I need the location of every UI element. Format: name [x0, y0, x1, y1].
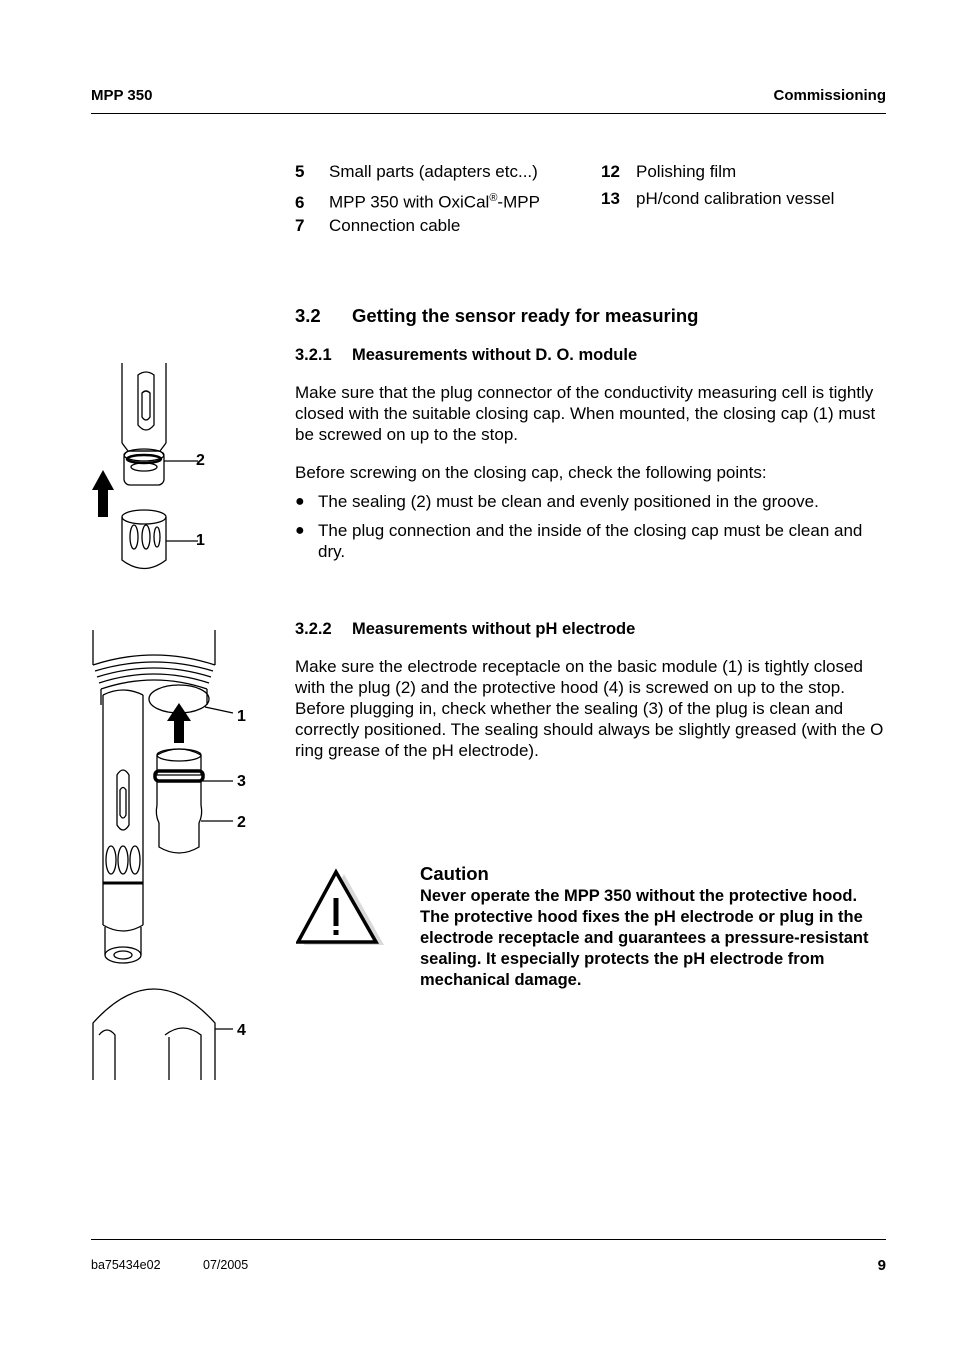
figure-label: 3: [237, 773, 246, 790]
section-number: 3.2: [295, 305, 321, 326]
figure-label: 1: [237, 708, 246, 725]
warning-triangle-icon: [296, 868, 386, 948]
parts-list-left: [295, 158, 595, 239]
bullet-icon: ●: [295, 522, 305, 539]
list-item: [295, 158, 595, 185]
item-text: MPP 350 with OxiCal: [329, 192, 490, 212]
subsection-heading-1: [295, 346, 637, 365]
closing-cap-figure: [80, 355, 230, 585]
list-item: [601, 185, 886, 212]
section-title: Getting the sensor ready for measuring: [352, 305, 699, 326]
item-number: 6: [295, 192, 305, 212]
bullet-text: The sealing (2) must be clean and evenly positioned in the groove.: [318, 492, 819, 511]
list-item: [601, 158, 886, 185]
item-number: 12: [601, 162, 620, 181]
footer-date: 07/2005: [203, 1258, 249, 1272]
bullet-icon: ●: [295, 493, 305, 510]
item-number: 5: [295, 162, 305, 181]
header-chapter-title: Commissioning: [773, 87, 886, 104]
item-text: Polishing film: [636, 162, 737, 181]
paragraph: Before screwing on the closing cap, check the following points:: [295, 463, 767, 482]
item-number: 13: [601, 189, 620, 208]
figure-label: 4: [237, 1022, 246, 1039]
item-text-suffix: -MPP: [497, 192, 540, 212]
figure-label: 2: [196, 452, 205, 469]
item-text: pH/cond calibration vessel: [636, 189, 835, 208]
paragraph: Make sure the electrode receptacle on the basic module (1) is tightly closed with the plug (2) and the protective hood (4) is screwed on up to the stop. Before plugging in, check whether the sealing (3) of the plug is clean and correctly positioned. The sealing should always be slightly greased (with the O ring grease of the pH electrode).: [295, 657, 884, 760]
header-doc-title: MPP 350: [91, 87, 153, 104]
list-item: [295, 185, 595, 212]
parts-list-right: [601, 158, 886, 212]
paragraph: Make sure that the plug connector of the conductivity measuring cell is tightly closed with the suitable closing cap. When mounted, the closing cap (1) must be screwed on up to the stop.: [295, 383, 876, 444]
bullet-item: [295, 520, 890, 562]
module-plug-hood-figure: [85, 625, 245, 1085]
item-text: Connection cable: [329, 216, 461, 235]
subsection-number: 3.2.1: [295, 346, 332, 364]
item-text: Small parts (adapters etc...): [329, 162, 538, 181]
footer-rule: [91, 1239, 886, 1240]
section-heading: [295, 305, 698, 327]
footer-doc-id: ba75434e02: [91, 1258, 161, 1272]
figure-label: 2: [237, 814, 246, 831]
registered-mark: ®: [489, 192, 498, 204]
subsection-title: Measurements without pH electrode: [352, 620, 636, 638]
bullet-item: [295, 491, 890, 512]
page-number: 9: [877, 1257, 886, 1274]
subsection-heading-2: [295, 620, 635, 639]
bullet-text: The plug connection and the inside of the closing cap must be clean and dry.: [318, 521, 863, 561]
list-item: [295, 212, 595, 239]
subsection-number: 3.2.2: [295, 620, 332, 638]
caution-title: Caution: [420, 863, 489, 884]
header-rule: [91, 113, 886, 114]
subsection-title: Measurements without D. O. module: [352, 346, 638, 364]
figure-label: 1: [196, 532, 205, 549]
item-number: 7: [295, 216, 305, 235]
caution-text: Never operate the MPP 350 without the protective hood. The protective hood fixes the pH electrode or plug in the electrode receptacle and guarantees a pressure-resistant sealing. It especially protects the pH electrode from mechanical damage.: [420, 887, 869, 989]
